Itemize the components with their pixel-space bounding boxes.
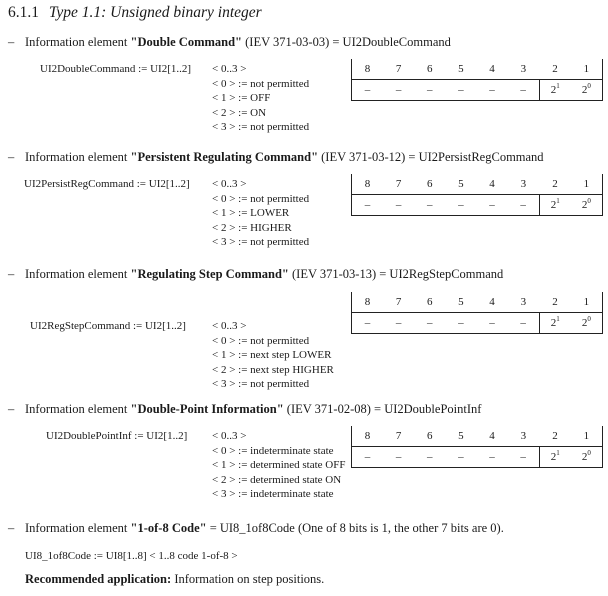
bit-header: 1 — [571, 174, 603, 195]
bit-value: – — [508, 195, 540, 216]
value-item: < 2 > := next step HIGHER — [212, 363, 334, 376]
bit-header: 5 — [445, 426, 476, 447]
bit-header: 3 — [508, 59, 540, 80]
bit-header: 4 — [476, 174, 507, 195]
value-item: < 3 > := indeterminate state — [212, 488, 334, 500]
bit-value: – — [445, 313, 476, 334]
section-heading — [8, 4, 262, 22]
section-number: 6.1.1 — [8, 4, 39, 21]
recommended-text: Information on step positions. — [171, 572, 325, 586]
ie-prefix: Information element — [25, 150, 131, 164]
value-item: < 0 > := not permitted — [212, 192, 310, 205]
value-list — [212, 319, 334, 392]
value-item: < 3 > := not permitted — [212, 121, 310, 133]
value-item: < 3 > := not permitted — [212, 236, 310, 248]
bit-value: $2^0$ — [571, 195, 603, 216]
bit-header: 7 — [383, 426, 414, 447]
bit-header: 6 — [414, 292, 445, 313]
value-item: < 1 > := next step LOWER — [212, 349, 332, 361]
list-dash: – — [8, 402, 15, 416]
bit-value: – — [383, 80, 414, 101]
bit-value: – — [352, 80, 384, 101]
bit-header: 3 — [508, 174, 540, 195]
bit-value: – — [414, 80, 445, 101]
bit-value: $2^0$ — [571, 80, 603, 101]
bit-value: – — [352, 195, 384, 216]
declaration: UI2DoubleCommand := UI2[1..2] — [40, 63, 192, 75]
ie-prefix: Information element — [25, 521, 131, 535]
range: < 0..3 > — [212, 320, 247, 332]
bit-value: – — [508, 80, 540, 101]
bit-header: 1 — [571, 292, 603, 313]
ie-name: "1-of-8 Code" — [130, 521, 207, 535]
bit-header: 2 — [539, 292, 571, 313]
bit-header: 7 — [383, 59, 414, 80]
bit-header: 8 — [352, 426, 384, 447]
bit-value: – — [352, 447, 384, 468]
value-item: < 2 > := ON — [212, 106, 267, 119]
bit-header: 2 — [539, 426, 571, 447]
ie-suffix: (IEV 371-03-13) = UI2RegStepCommand — [288, 267, 504, 281]
bit-header: 7 — [383, 174, 414, 195]
bit-header: 1 — [571, 426, 603, 447]
bit-header: 4 — [476, 426, 507, 447]
bit-value: – — [383, 195, 414, 216]
bit-value: – — [508, 447, 540, 468]
bit-value: $2^1$ — [539, 447, 571, 468]
bit-value: $2^0$ — [571, 313, 603, 334]
declaration: UI2PersistRegCommand := UI2[1..2] — [24, 178, 190, 190]
recommended-application — [25, 572, 324, 587]
info-element-double-command — [8, 35, 451, 50]
bit-value: – — [414, 447, 445, 468]
ie-suffix: (IEV 371-02-08) = UI2DoublePointInf — [283, 402, 482, 416]
bit-value: – — [414, 313, 445, 334]
bit-header: 5 — [445, 174, 476, 195]
bit-value: – — [352, 313, 384, 334]
value-item: < 1 > := LOWER — [212, 207, 290, 219]
bit-value: – — [445, 447, 476, 468]
ie-suffix: = UI8_1of8Code (One of 8 bits is 1, the other 7 bits are 0). — [206, 521, 504, 535]
bit-value: – — [476, 195, 507, 216]
ie-name: "Regulating Step Command" — [130, 267, 289, 281]
declaration: UI2RegStepCommand := UI2[1..2] — [30, 320, 186, 332]
bit-header: 5 — [445, 59, 476, 80]
value-item: < 0 > := not permitted — [212, 334, 310, 347]
bit-header: 3 — [508, 426, 540, 447]
value-item: < 1 > := determined state OFF — [212, 459, 346, 471]
bit-header: 8 — [352, 59, 384, 80]
info-element-double-point-information — [8, 402, 481, 417]
value-list — [212, 429, 345, 502]
list-dash: – — [8, 267, 15, 281]
bit-value: – — [445, 80, 476, 101]
bit-value: – — [508, 313, 540, 334]
bit-header: 6 — [414, 59, 445, 80]
value-item: < 0 > := not permitted — [212, 77, 310, 90]
ie-prefix: Information element — [25, 267, 131, 281]
bit-value: – — [476, 313, 507, 334]
bit-table — [351, 292, 603, 334]
bit-table — [351, 174, 603, 216]
bit-table — [351, 426, 603, 468]
ie-prefix: Information element — [25, 35, 131, 49]
value-item: < 1 > := OFF — [212, 92, 271, 104]
bit-value: – — [476, 447, 507, 468]
range: < 0..3 > — [212, 430, 247, 442]
bit-value: – — [414, 195, 445, 216]
value-list — [212, 177, 309, 250]
ie-suffix: (IEV 371-03-03) = UI2DoubleCommand — [242, 35, 451, 49]
bit-value: – — [383, 313, 414, 334]
bit-header: 2 — [539, 174, 571, 195]
bit-value: $2^1$ — [539, 80, 571, 101]
ie-name: "Persistent Regulating Command" — [130, 150, 319, 164]
recommended-label: Recommended application: — [25, 572, 172, 586]
bit-header: 4 — [476, 292, 507, 313]
declaration: UI8_1of8Code := UI8[1..8] < 1..8 code 1-of-8 > — [25, 550, 238, 562]
ie-suffix: (IEV 371-03-12) = UI2PersistRegCommand — [318, 150, 544, 164]
range: < 0..3 > — [212, 63, 247, 75]
bit-header: 6 — [414, 174, 445, 195]
range: < 0..3 > — [212, 178, 247, 190]
bit-header: 8 — [352, 174, 384, 195]
value-item: < 2 > := determined state ON — [212, 473, 342, 486]
ie-name: "Double-Point Information" — [130, 402, 284, 416]
value-list — [212, 62, 309, 135]
ie-prefix: Information element — [25, 402, 131, 416]
bit-value: $2^1$ — [539, 195, 571, 216]
bit-header: 4 — [476, 59, 507, 80]
bit-header: 2 — [539, 59, 571, 80]
ie-name: "Double Command" — [130, 35, 242, 49]
bit-value: – — [476, 80, 507, 101]
value-item: < 0 > := indeterminate state — [212, 444, 334, 457]
bit-value: – — [445, 195, 476, 216]
info-element-1-of-8-code — [8, 521, 504, 536]
info-element-regulating-step-command — [8, 267, 503, 282]
value-item: < 3 > := not permitted — [212, 378, 310, 390]
list-dash: – — [8, 521, 15, 535]
list-dash: – — [8, 35, 15, 49]
bit-header: 7 — [383, 292, 414, 313]
bit-value: $2^0$ — [571, 447, 603, 468]
section-title: Type 1.1: Unsigned binary integer — [48, 4, 262, 21]
info-element-persistent-regulating-command — [8, 150, 544, 165]
bit-table — [351, 59, 603, 101]
bit-value: – — [383, 447, 414, 468]
bit-header: 3 — [508, 292, 540, 313]
list-dash: – — [8, 150, 15, 164]
bit-header: 5 — [445, 292, 476, 313]
declaration: UI2DoublePointInf := UI2[1..2] — [46, 430, 188, 442]
value-item: < 2 > := HIGHER — [212, 221, 292, 234]
bit-header: 1 — [571, 59, 603, 80]
bit-header: 8 — [352, 292, 384, 313]
bit-header: 6 — [414, 426, 445, 447]
bit-value: $2^1$ — [539, 313, 571, 334]
